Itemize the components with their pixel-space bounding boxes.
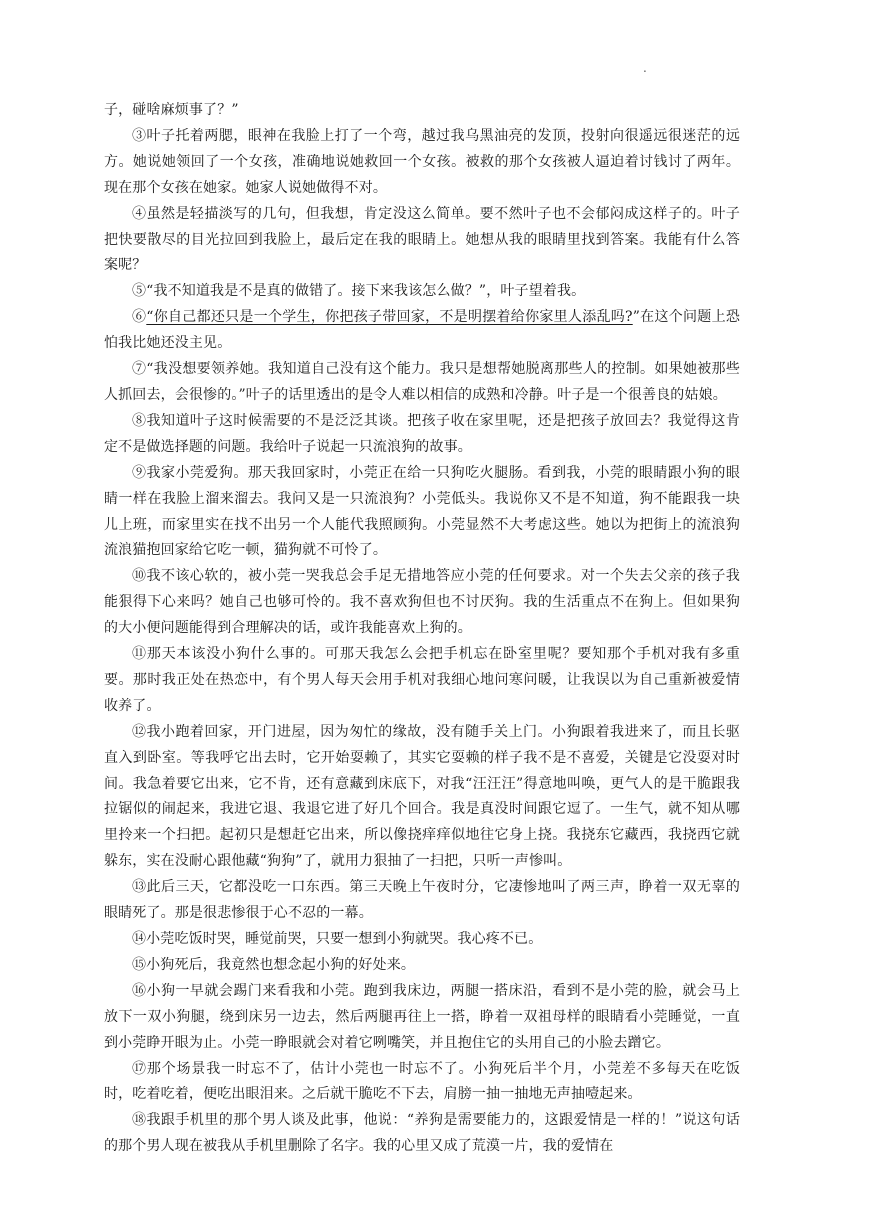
paragraph-5: ⑤“我不知道我是不是真的做错了。接下来我该怎么做？”，叶子望着我。 <box>132 283 586 300</box>
paragraph-14: ⑭小莞吃饭时哭，睡觉前哭，只要一想到小狗就哭。我心疼不已。 <box>132 931 543 947</box>
paragraph-6 <box>104 305 740 357</box>
paragraph-17: ⑰那个场景我一时忘不了，估计小莞也一时忘不了。小狗死后半个月，小莞差不多每天在吃饭时，吃着吃着，便吃出眼泪来。之后就干脆吃不下去，肩膀一抽一抽地无声抽噎起来。 <box>104 1060 740 1103</box>
paragraph-7: ⑦“我没想要领养她。我知道自己没有这个能力。我只是想帮她脱离那些人的控制。如果她被那些人抓回去，会很惨的。”叶子的话里透出的是令人难以相信的成熟和冷静。叶子是一个很善良的姑娘。 <box>104 361 740 403</box>
underlined-quote: “你自己都还只是一个学生，你把孩子带回家，不是明摆着给你家里人添乱吗? <box>146 309 633 326</box>
paragraph-18: ⑱我跟手机里的那个男人谈及此事，他说：“养狗是需要能力的，这跟爱情是一样的！”说这句话的那个男人现在被我从手机里删除了名字。我的心里又成了荒漠一片，我的爱情在 <box>104 1112 740 1155</box>
paragraph-15: ⑮小狗死后，我竟然也想念起小狗的好处来。 <box>132 956 415 973</box>
paragraph-continuation: 子，碰啥麻烦事了？” <box>104 102 239 118</box>
paragraph-12: ⑫我小跑着回家，开门进屋，因为匆忙的缘故，没有随手关上门。小狗跟着我进来了，而且长驱直入到卧室。等我呼它出去时，它开始耍赖了，其实它耍赖的样子我不是不喜爱，关键是它没耍对时间。我急着要它出来，它不肯，还有意藏到床底下，对我“汪汪汪”得意地叫唤，更气人的是干脆跟我拉锯似的闹起来，我进它退、我退它进了好几个回合。我是真没时间跟它逗了。一生气，就不知从哪里拎来一个扫把。起初只是想赶它出来，所以像挠痒痒似地往它身上挠。我挠东它藏西，我挠西它就躲东，实在没耐心跟他藏“狗狗”了，就用力狠抽了一扫把，只听一声惨叫。 <box>104 723 740 870</box>
paragraph-3: ③叶子托着两腮，眼神在我脸上打了一个弯，越过我乌黑油亮的发顶，投射向很遥远很迷茫的远方。她说她领回了一个女孩，准确地说她救回一个女孩。被救的那个女孩被人逼迫着讨钱讨了两年。现在那个女孩在她家。她家人说她做得不对。 <box>104 127 740 196</box>
paragraph-13: ⑬此后三天，它都没吃一口东西。第三天晚上午夜时分，它凄惨地叫了两三声，睁着一双无辜的眼睛死了。那是很悲惨很于心不忍的一幕。 <box>104 879 740 922</box>
paragraph-11: ⑪那天本该没小狗什么事的。可那天我怎么会把手机忘在卧室里呢？要知那个手机对我有多重要。那时我正处在热恋中，有个男人每天会用手机对我细心地问寒问暖，让我误以为自己重新被爱情收养了。 <box>104 646 740 714</box>
page-dot-mark: . <box>643 61 647 75</box>
paragraph-16: ⑯小狗一早就会踢门来看我和小莞。跑到我床边，两腿一搭床沿，看到不是小莞的脸，就会马上放下一双小狗腿，绕到床另一边去，然后两腿再往上一搭，睁着一双祖母样的眼睛看小莞睡觉，一直到小莞睁开眼为止。小莞一睁眼就会对着它咧嘴笑，并且抱住它的头用自己的小脸去蹭它。 <box>104 982 740 1051</box>
paragraph-4: ④虽然是轻描淡写的几句，但我想，肯定没这么简单。要不然叶子也不会郁闷成这样子的。叶子把快要散尽的目光拉回到我脸上，最后定在我的眼睛上。她想从我的眼睛里找到答案。我能有什么答案呢？ <box>104 205 740 274</box>
paragraph-6-rest: ”在这个问题上恐怕我比她还没主见。 <box>104 309 741 352</box>
paragraph-9: ⑨我家小莞爱狗。那天我回家时，小莞正在给一只狗吃火腿肠。看到我，小莞的眼睛跟小狗的眼睛一样在我脸上溜来溜去。我问又是一只流浪狗？小莞低头。我说你又不是不知道，狗不能跟我一块儿上班，而家里实在找不出另一个人能代我照顾狗。小莞显然不大考虑这些。她以为把街上的流浪狗流浪猫抱回家给它吃一顿，猫狗就不可怜了。 <box>104 464 740 559</box>
paragraph-10: ⑩我不该心软的，被小莞一哭我总会手足无措地答应小莞的任何要求。对一个失去父亲的孩子我能狠得下心来吗？她自己也够可怜的。我不喜欢狗但也不讨厌狗。我的生活重点不在狗上。但如果狗的大小便问题能得到合理解决的话，或许我能喜欢上狗的。 <box>104 568 740 637</box>
paragraph-6-number: ⑥ <box>132 309 147 326</box>
article-body <box>104 98 740 1160</box>
paragraph-8: ⑧我知道叶子这时候需要的不是泛泛其谈。把孩子收在家里呢，还是把孩子放回去？我觉得这肯定不是做选择题的问题。我给叶子说起一只流浪狗的故事。 <box>104 412 740 455</box>
